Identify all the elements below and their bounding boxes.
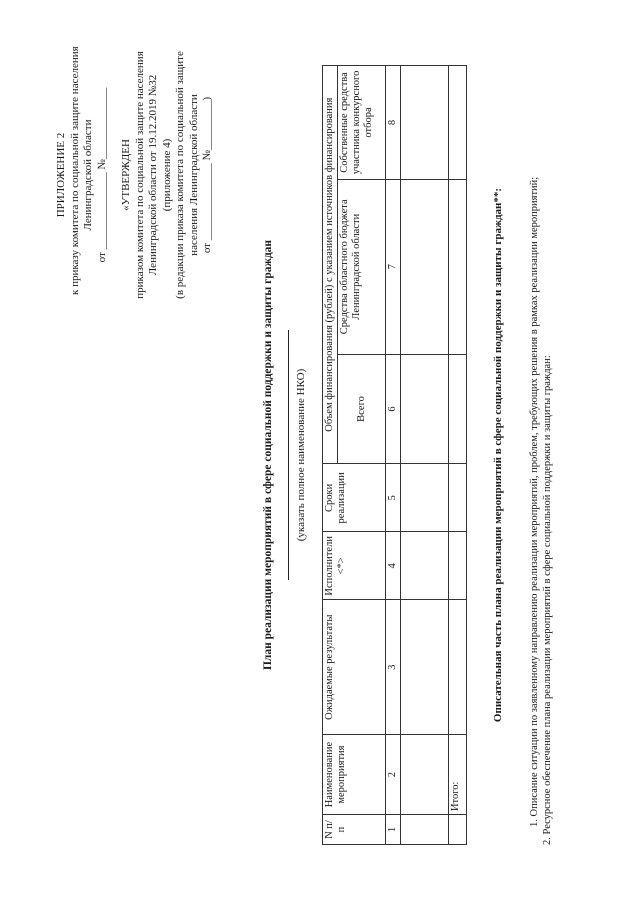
approved-line2: Ленинградской области от 19.12.2019 №32 [147,74,159,276]
approved-title: «УТВЕРЖДЕН [120,139,132,211]
col-number-6: 6 [386,354,401,464]
appendix-line2: Ленинградской области [82,119,94,231]
appendix-date-line: от ______________ №_____________ [95,87,108,263]
table-total-row [449,66,467,845]
header-terms: Сроки реализации [323,464,386,532]
approved-line3: (приложение 4) [160,138,173,212]
col-number-1: 1 [386,815,401,845]
header-num: N п/п [323,815,386,845]
approved-line5: населения Ленинградской области [187,94,200,256]
col-number-3: 3 [386,600,401,735]
col-number-2: 2 [386,735,401,815]
col-number-5: 5 [386,464,401,532]
header-regional-budget: Средства областного бюджета Ленинградской области [338,179,386,354]
approved-date-line: от ______________ №_________) [201,96,213,254]
header-results: Ожидаемые результаты [323,600,386,735]
total-label: Итого: [449,735,467,815]
approved-header [120,25,215,325]
approved-line4: (в редакции приказа комитета по социальной защите [174,51,186,299]
header-total: Всего [338,354,386,464]
header-funding: Объем финансирования (рублей) с указанием источников финансирования [323,66,338,464]
plan-title-block [262,75,309,835]
descriptive-item-1: 1. Описание ситуации по заявленному направлению реализации мероприятий, проблем, требующих решения в рамках реализации мероприятий; [529,176,540,827]
appendix-title: ПРИЛОЖЕНИЕ 2 [55,132,67,218]
header-own-funds: Собственные средства участника конкурсного отбора [338,66,386,180]
table-column-numbers-row [386,66,401,845]
appendix-header [55,46,109,295]
descriptive-title: Описательная часть плана реализации мероприятий в сфере социальной поддержки и защиты граждан**: [492,187,504,723]
header-executors: Исполнители <*> [323,532,386,600]
appendix-line1: к приказу комитета по социальной защите населения [68,46,81,295]
plan-table [322,65,467,845]
descriptive-items [528,65,554,845]
org-name-underline [276,330,289,580]
org-caption: (указать полное наименование НКО) [295,368,307,542]
col-number-8: 8 [386,66,401,180]
table-empty-row [401,66,449,845]
col-number-7: 7 [386,179,401,354]
col-number-4: 4 [386,532,401,600]
table-header-row-1 [323,66,338,845]
approved-line1: приказом комитета по социальной защите населения [133,51,146,299]
header-name: Наименование мероприятия [323,735,386,815]
plan-title: План реализации мероприятий в сфере социальной поддержки и защиты граждан [262,239,274,671]
descriptive-item-2: 2. Ресурсное обеспечение плана реализации мероприятий в сфере социальной поддержки и защиты граждан: [542,355,553,845]
